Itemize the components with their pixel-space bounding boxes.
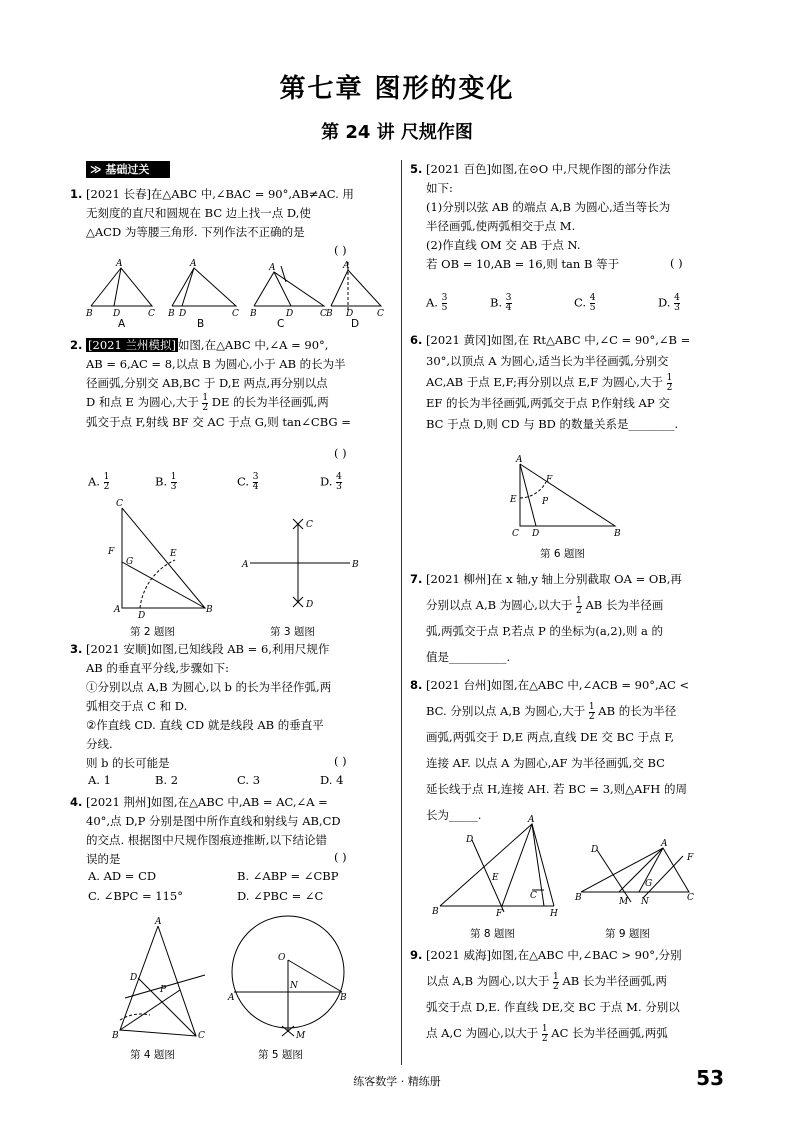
svg-text:G: G (126, 557, 134, 567)
figure-q3-caption: 第 3 题图 (270, 626, 315, 638)
option-b: B. 2 (155, 773, 179, 787)
option-d: D. $\frac{4}{3}$ (658, 293, 680, 313)
question-text: 弧交于点 F,射线 BF 交 AC 于点 G,则 tan∠CBG = (86, 414, 351, 429)
question-text: 延长线于点 H,连接 AH. 若 BC = 3,则△AFH 的周 (426, 782, 687, 796)
figure-q6 (510, 455, 630, 540)
option-b: B. $\frac{1}{3}$ (155, 472, 177, 492)
figure-q1-c (249, 263, 327, 319)
question-text: 则 b 的长可能是 (86, 756, 170, 770)
question-text: 分线. (86, 737, 113, 751)
answer-paren: ( ) (334, 446, 347, 460)
svg-text:B: B (575, 893, 582, 903)
figure-q1-b-label: B (197, 318, 205, 330)
option-c: C. 3 (237, 773, 261, 787)
question-text: AB = 6,AC = 8,以点 B 为圆心,小于 AB 的长为半 (86, 357, 346, 371)
svg-text:A: A (661, 839, 668, 849)
option-c: C. $\frac{4}{5}$ (574, 293, 596, 313)
answer-paren: ( ) (334, 850, 347, 864)
question-text: [2021 柳州]在 x 轴,y 轴上分别截取 OA = OB,再 (426, 572, 682, 586)
question-text: [2021 威海]如图,在△ABC 中,∠BAC > 90°,分别 (426, 948, 682, 962)
question-text: EF 的长为半径画弧,两弧交于点 P,作射线 AP 交 (426, 396, 670, 410)
svg-text:E: E (510, 495, 517, 505)
option-a: A. AD = CD (88, 869, 157, 883)
svg-text:M: M (296, 1031, 306, 1041)
question-text: 40°,点 D,P 分别是图中所作直线和射线与 AB,CD (86, 814, 341, 828)
question-text: (1)分别以弦 AB 的端点 A,B 为圆心,适当等长为 (426, 200, 671, 214)
question-text: AB 长为半径画弧,两 (562, 974, 668, 988)
svg-text:D: D (591, 845, 599, 855)
question-text: 无刻度的直尺和圆规在 BC 边上找一点 D,使 (86, 206, 311, 220)
svg-text:P: P (542, 497, 549, 507)
svg-text:F: F (687, 853, 694, 863)
question-text: 弧,两弧交于点 P,若点 P 的坐标为(a,2),则 a 的 (426, 624, 664, 638)
svg-text:B: B (614, 529, 621, 539)
question-text: [2021 长春]在△ABC 中,∠BAC = 90°,AB≠AC. 用 (86, 187, 354, 201)
svg-text:H: H (550, 909, 558, 919)
figure-q5 (228, 912, 348, 1042)
svg-text:A: A (528, 815, 535, 825)
svg-text:F: F (108, 547, 115, 557)
svg-text:N: N (290, 981, 298, 991)
figure-q1-d-label: D (351, 318, 360, 330)
column-divider (401, 160, 402, 1065)
svg-text:D: D (138, 611, 146, 621)
page-number: 53 (696, 1066, 724, 1090)
svg-text:N: N (641, 897, 649, 907)
question-text: 点 A,C 为圆心,以大于 (426, 1026, 539, 1040)
svg-text:B: B (326, 309, 333, 319)
fraction-half: $\frac{1}{2}$ (202, 392, 209, 413)
fraction-half: $\frac{1}{2}$ (666, 372, 673, 393)
question-text: AB 的垂直平分线,步骤如下: (86, 661, 229, 675)
question-number: 2. (70, 338, 83, 352)
figure-q9-caption: 第 9 题图 (605, 928, 650, 940)
svg-text:B: B (168, 309, 175, 319)
question-text: AC,AB 于点 E,F;再分别以点 E,F 为圆心,大于 (426, 375, 663, 389)
question-text: △ACD 为等腰三角形. 下列作法不正确的是 (86, 225, 305, 239)
figure-q3 (240, 515, 360, 610)
answer-paren: ( ) (334, 243, 347, 257)
svg-text:B: B (112, 1031, 119, 1041)
figure-q6-caption: 第 6 题图 (540, 548, 585, 560)
svg-text:C: C (148, 309, 155, 319)
svg-text:D: D (113, 309, 121, 319)
figure-q2 (100, 500, 220, 620)
svg-text:M: M (619, 897, 629, 907)
question-text: ②作直线 CD. 直线 CD 就是线段 AB 的垂直平 (86, 718, 324, 732)
svg-text:C: C (512, 529, 519, 539)
question-text: 弧交于点 D,E. 作直线 DE,交 BC 于点 M. 分别以 (426, 1000, 680, 1014)
section-badge: ≫ 基础过关 (86, 161, 170, 178)
question-text: D 和点 E 为圆心,大于 (86, 395, 199, 409)
question-number: 9. (410, 948, 423, 962)
svg-text:F: F (546, 475, 553, 485)
svg-text:E: E (170, 549, 177, 559)
question-7 (410, 566, 730, 670)
figure-q5-caption: 第 5 题图 (258, 1049, 303, 1061)
question-text: 以点 A,B 为圆心,以大于 (426, 974, 550, 988)
question-text: 若 OB = 10,AB = 16,则 tan B 等于 (426, 257, 620, 271)
svg-text:E: E (492, 873, 499, 883)
question-number: 4. (70, 795, 83, 809)
fraction-half: $\frac{1}{2}$ (541, 1023, 548, 1044)
option-c: C. $\frac{3}{4}$ (237, 472, 259, 492)
svg-text:A: A (114, 605, 121, 615)
svg-text:O: O (278, 953, 286, 963)
figure-q8-caption: 第 8 题图 (470, 928, 515, 940)
svg-text:B: B (250, 309, 257, 319)
svg-text:B: B (432, 907, 439, 917)
chapter-title: 第七章 图形的变化 (279, 74, 515, 104)
option-a: A. 1 (88, 773, 111, 787)
svg-text:C: C (377, 309, 384, 319)
question-text: ①分别以点 A,B 为圆心,以 b 的长为半径作弧,两 (86, 680, 332, 694)
svg-text:B: B (352, 560, 359, 570)
svg-text:C: C (116, 499, 123, 509)
question-text: 径画弧,分别交 AB,BC 于 D,E 两点,再分别以点 (86, 376, 328, 390)
figure-q1-a (85, 259, 155, 319)
figure-q1-options (86, 259, 386, 332)
figure-q4 (110, 917, 220, 1041)
option-b: B. $\frac{3}{4}$ (490, 293, 512, 313)
svg-text:C: C (530, 891, 537, 901)
question-text: 半径画弧,使两弧相交于点 M. (426, 219, 576, 233)
question-text: 画弧,两弧交于 D,E 两点,直线 DE 交 BC 于点 F, (426, 730, 675, 744)
question-text: AC 长为半径画弧,两弧 (551, 1026, 668, 1040)
source-tag: [2021 兰州模拟] (88, 338, 176, 352)
svg-text:C: C (687, 893, 694, 903)
fraction-half: $\frac{1}{2}$ (553, 971, 559, 992)
question-text: 的交点. 根据图中尺规作图痕迹推断,以下结论错 (86, 833, 327, 847)
figure-q1-d (325, 261, 384, 319)
question-text: AB 长为半径画 (585, 598, 664, 612)
question-text: 30°,以顶点 A 为圆心,适当长为半径画弧,分别交 (426, 354, 669, 368)
svg-text:D: D (286, 309, 294, 319)
svg-text:G: G (645, 879, 653, 889)
fraction-half: $\frac{1}{2}$ (588, 701, 595, 722)
svg-text:A: A (190, 259, 197, 269)
figure-q1-b (167, 259, 239, 319)
question-text: 弧相交于点 C 和 D. (86, 699, 188, 713)
option-b: B. ∠ABP = ∠CBP (237, 869, 339, 883)
question-number: 1. (70, 187, 83, 201)
svg-text:D: D (346, 309, 354, 319)
figure-q4-caption: 第 4 题图 (130, 1049, 175, 1061)
footer-text: 练客数学 · 精练册 (353, 1075, 441, 1088)
svg-text:A: A (242, 560, 249, 570)
svg-text:C: C (320, 309, 327, 319)
question-number: 7. (410, 572, 423, 586)
figure-q8 (432, 815, 572, 920)
question-text: 值是__________. (426, 650, 511, 664)
svg-text:A: A (269, 263, 276, 273)
svg-text:A: A (155, 917, 162, 927)
question-text: [2021 荆州]如图,在△ABC 中,AB = AC,∠A = (86, 795, 328, 809)
question-text: AB 的长为半径 (598, 704, 677, 718)
option-d: D. $\frac{4}{3}$ (320, 472, 342, 492)
figure-q9 (575, 839, 705, 920)
answer-paren: ( ) (334, 754, 347, 768)
question-number: 3. (70, 642, 83, 656)
question-text: 分别以点 A,B 为圆心,以大于 (426, 598, 573, 612)
option-c: C. ∠BPC = 115° (88, 889, 183, 903)
question-text: 如下: (426, 181, 453, 195)
svg-text:A: A (516, 455, 523, 465)
svg-text:F: F (496, 909, 503, 919)
option-a: A. $\frac{1}{2}$ (88, 472, 110, 492)
figure-q1-a-label: A (118, 318, 126, 330)
question-9 (410, 942, 730, 1046)
svg-text:B: B (206, 605, 213, 615)
question-8 (410, 672, 730, 828)
figure-q1-c-label: C (277, 318, 285, 330)
question-text: 长为_____. (426, 808, 482, 822)
svg-text:D: D (306, 600, 314, 610)
figure-q2-caption: 第 2 题图 (130, 626, 175, 638)
question-text: BC 于点 D,则 CD 与 BD 的数量关系是________. (426, 417, 679, 431)
fraction-half: $\frac{1}{2}$ (576, 595, 582, 616)
question-number: 6. (410, 333, 423, 347)
question-number: 8. (410, 678, 423, 692)
svg-text:C: C (306, 520, 313, 530)
question-text: BC. 分别以点 A,B 为圆心,大于 (426, 704, 586, 718)
question-2 (70, 336, 390, 432)
question-text: [2021 安顺]如图,已知线段 AB = 6,利用尺规作 (86, 642, 330, 656)
question-text: (2)作直线 OM 交 AB 于点 N. (426, 238, 581, 252)
question-text: 连接 AF. 以点 A 为圆心,AF 为半径画弧,交 BC (426, 756, 665, 770)
svg-text:P: P (160, 985, 167, 995)
question-6 (410, 330, 730, 435)
option-a: A. $\frac{3}{5}$ (426, 293, 448, 313)
svg-text:A: A (116, 259, 123, 269)
question-text: [2021 黄冈]如图,在 Rt△ABC 中,∠C = 90°,∠B = (426, 333, 691, 347)
svg-text:A: A (343, 261, 350, 271)
question-text: DE 的长为半径画弧,两 (211, 395, 329, 409)
svg-text:C: C (232, 309, 239, 319)
svg-text:D: D (179, 309, 187, 319)
question-number: 5. (410, 162, 423, 176)
option-d: D. 4 (320, 773, 344, 787)
svg-text:C: C (198, 1031, 205, 1041)
svg-text:D: D (532, 529, 540, 539)
question-text: [2021 百色]如图,在⊙O 中,尺规作图的部分作法 (426, 162, 671, 176)
svg-text:B: B (340, 993, 347, 1003)
question-text: [2021 台州]如图,在△ABC 中,∠ACB = 90°,AC < (426, 678, 690, 692)
answer-paren: ( ) (670, 256, 683, 270)
svg-text:A: A (228, 993, 235, 1003)
lecture-title: 第 24 讲 尺规作图 (321, 122, 473, 143)
question-text: 如图,在△ABC 中,∠A = 90°, (177, 338, 329, 352)
option-d: D. ∠PBC = ∠C (237, 889, 324, 903)
question-text: 误的是 (86, 852, 121, 866)
svg-text:D: D (130, 973, 138, 983)
question-1 (70, 185, 390, 242)
svg-text:B: B (86, 309, 93, 319)
svg-text:D: D (466, 835, 474, 845)
